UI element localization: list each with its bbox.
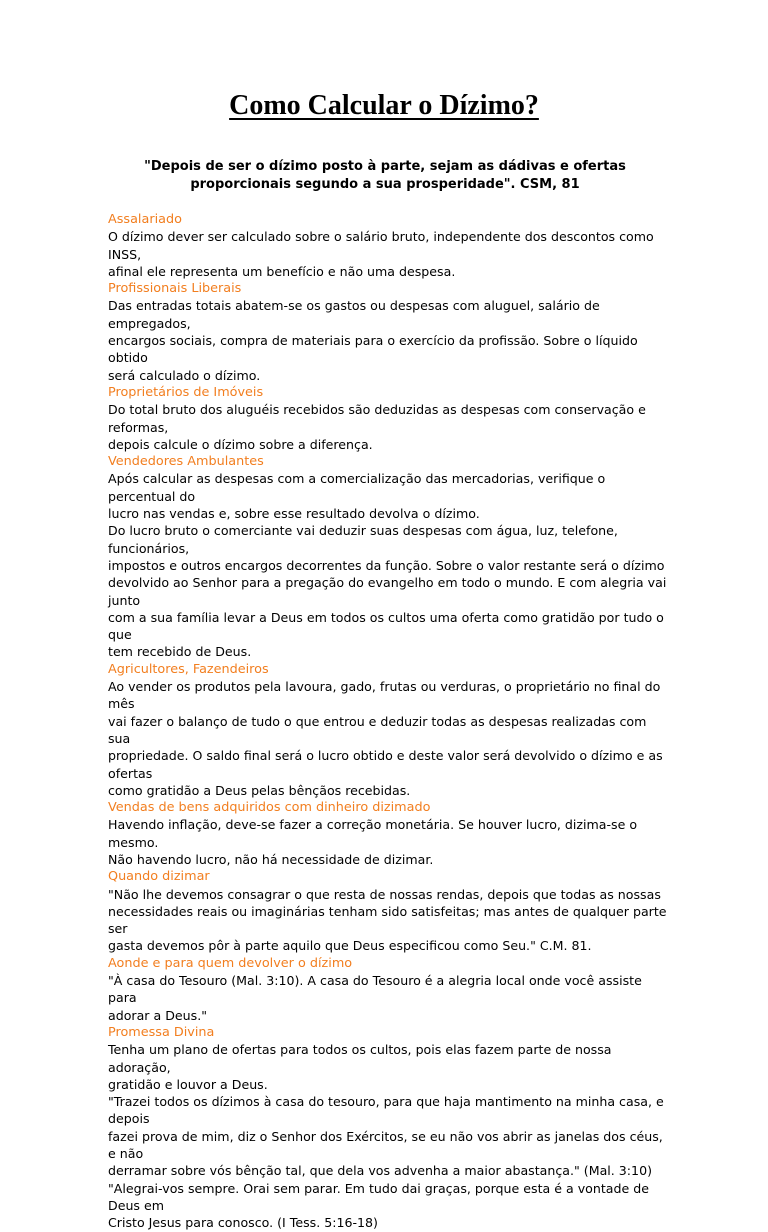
section-paragraph: Tenha um plano de ofertas para todos os cultos, pois elas fazem parte de nossa adoração, gratidão e louvor a Deus. (108, 1042, 612, 1092)
section-paragraph: "Alegrai-vos sempre. Orai sem parar. Em tudo dai graças, porque esta é a vontade de Deus em Cristo Jesus para conosco. (I Tess. 5:16-18) (108, 1180, 649, 1231)
section-heading: Quando dizimar (108, 869, 210, 885)
section-vendas-de-bens (108, 799, 668, 868)
section-heading: Aonde e para quem devolver o dízimo (108, 955, 353, 971)
section-heading: Agricultores, Fazendeiros (108, 661, 269, 677)
section-heading: Assalariado (108, 212, 182, 227)
section-heading: Promessa Divina (108, 1024, 215, 1040)
section-heading: Vendedores Ambulantes (108, 454, 264, 470)
section-paragraph: Das entradas totais abatem-se os gastos ou despesas com aluguel, salário de empregados, encargos sociais, compra de materiais para o exercício da profissão. Sobre o líquido obtido será calculado o dízimo. (108, 298, 638, 383)
section-aonde-devolver (108, 955, 668, 1024)
section-heading: Profissionais Liberais (108, 281, 242, 297)
section-heading: Proprietários de Imóveis (108, 384, 264, 400)
section-profissionais-liberais (108, 280, 668, 384)
section-paragraph: "Trazei todos os dízimos à casa do tesouro, para que haja mantimento na minha casa, e depois fazei prova de mim, diz o Senhor dos Exércitos, se eu não vos abrir as janelas dos céus, e não derramar sobre vós bênção tal, que dela vos advenha a maior abastança." (Mal. 3:10) (108, 1094, 664, 1179)
section-promessa-divina (108, 1024, 668, 1232)
section-paragraph: Do lucro bruto o comerciante vai deduzir suas despesas com água, luz, telefone, funcionários, impostos e outros encargos decorrentes da função. Sobre o valor restante será o dízimo devolvido ao Senhor para a pregação do evangelho em todo o mundo. E com alegria vai junto com a sua família levar a Deus em todos os cultos uma oferta como gratidão por tudo o que tem recebido de Deus. (108, 523, 667, 660)
document-title: Como Calcular o Dízimo? (229, 90, 539, 121)
section-quando-dizimar (108, 868, 668, 954)
section-assalariado (108, 211, 668, 280)
section-agricultores-fazendeiros (108, 661, 668, 799)
section-paragraph: Havendo inflação, deve-se fazer a correção monetária. Se houver lucro, dizima-se o mesmo. Não havendo lucro, não há necessidade de dizimar. (108, 817, 638, 867)
document-body (108, 211, 668, 1232)
section-paragraph: "À casa do Tesouro (Mal. 3:10). A casa do Tesouro é a alegria local onde você assiste para adorar a Deus." (108, 973, 642, 1023)
section-heading: Vendas de bens adquiridos com dinheiro dizimado (108, 800, 431, 816)
section-paragraph: Ao vender os produtos pela lavoura, gado, frutas ou verduras, o proprietário no final do mês vai fazer o balanço de tudo o que entrou e deduzir todas as despesas realizadas com sua propriedade. O saldo final será o lucro obtido e deste valor será devolvido o dízimo e as ofertas como gratidão a Deus pelas bênçãos recebidas. (108, 679, 663, 798)
section-proprietarios-de-imoveis (108, 384, 668, 453)
section-paragraph: Após calcular as despesas com a comercialização das mercadorias, verifique o percentual do lucro nas vendas e, sobre esse resultado devolva o dízimo. (108, 471, 606, 522)
section-paragraph: O dízimo dever ser calculado sobre o salário bruto, independente dos descontos como INSS, afinal ele representa um benefício e não uma despesa. (108, 229, 654, 279)
opening-quote: "Depois de ser o dízimo posto à parte, sejam as dádivas e ofertas proporcionais segundo a sua prosperidade". CSM, 81 (144, 159, 626, 192)
section-paragraph: Do total bruto dos aluguéis recebidos são deduzidas as despesas com conservação e reformas, depois calcule o dízimo sobre a diferença. (108, 402, 646, 452)
section-paragraph: "Não lhe devemos consagrar o que resta de nossas rendas, depois que todas as nossas necessidades reais ou imaginárias tenham sido satisfeitas; mas antes de qualquer parte ser gasta devemos pôr à parte aquilo que Deus especificou como Seu." C.M. 81. (108, 886, 667, 954)
section-vendedores-ambulantes (108, 453, 668, 661)
